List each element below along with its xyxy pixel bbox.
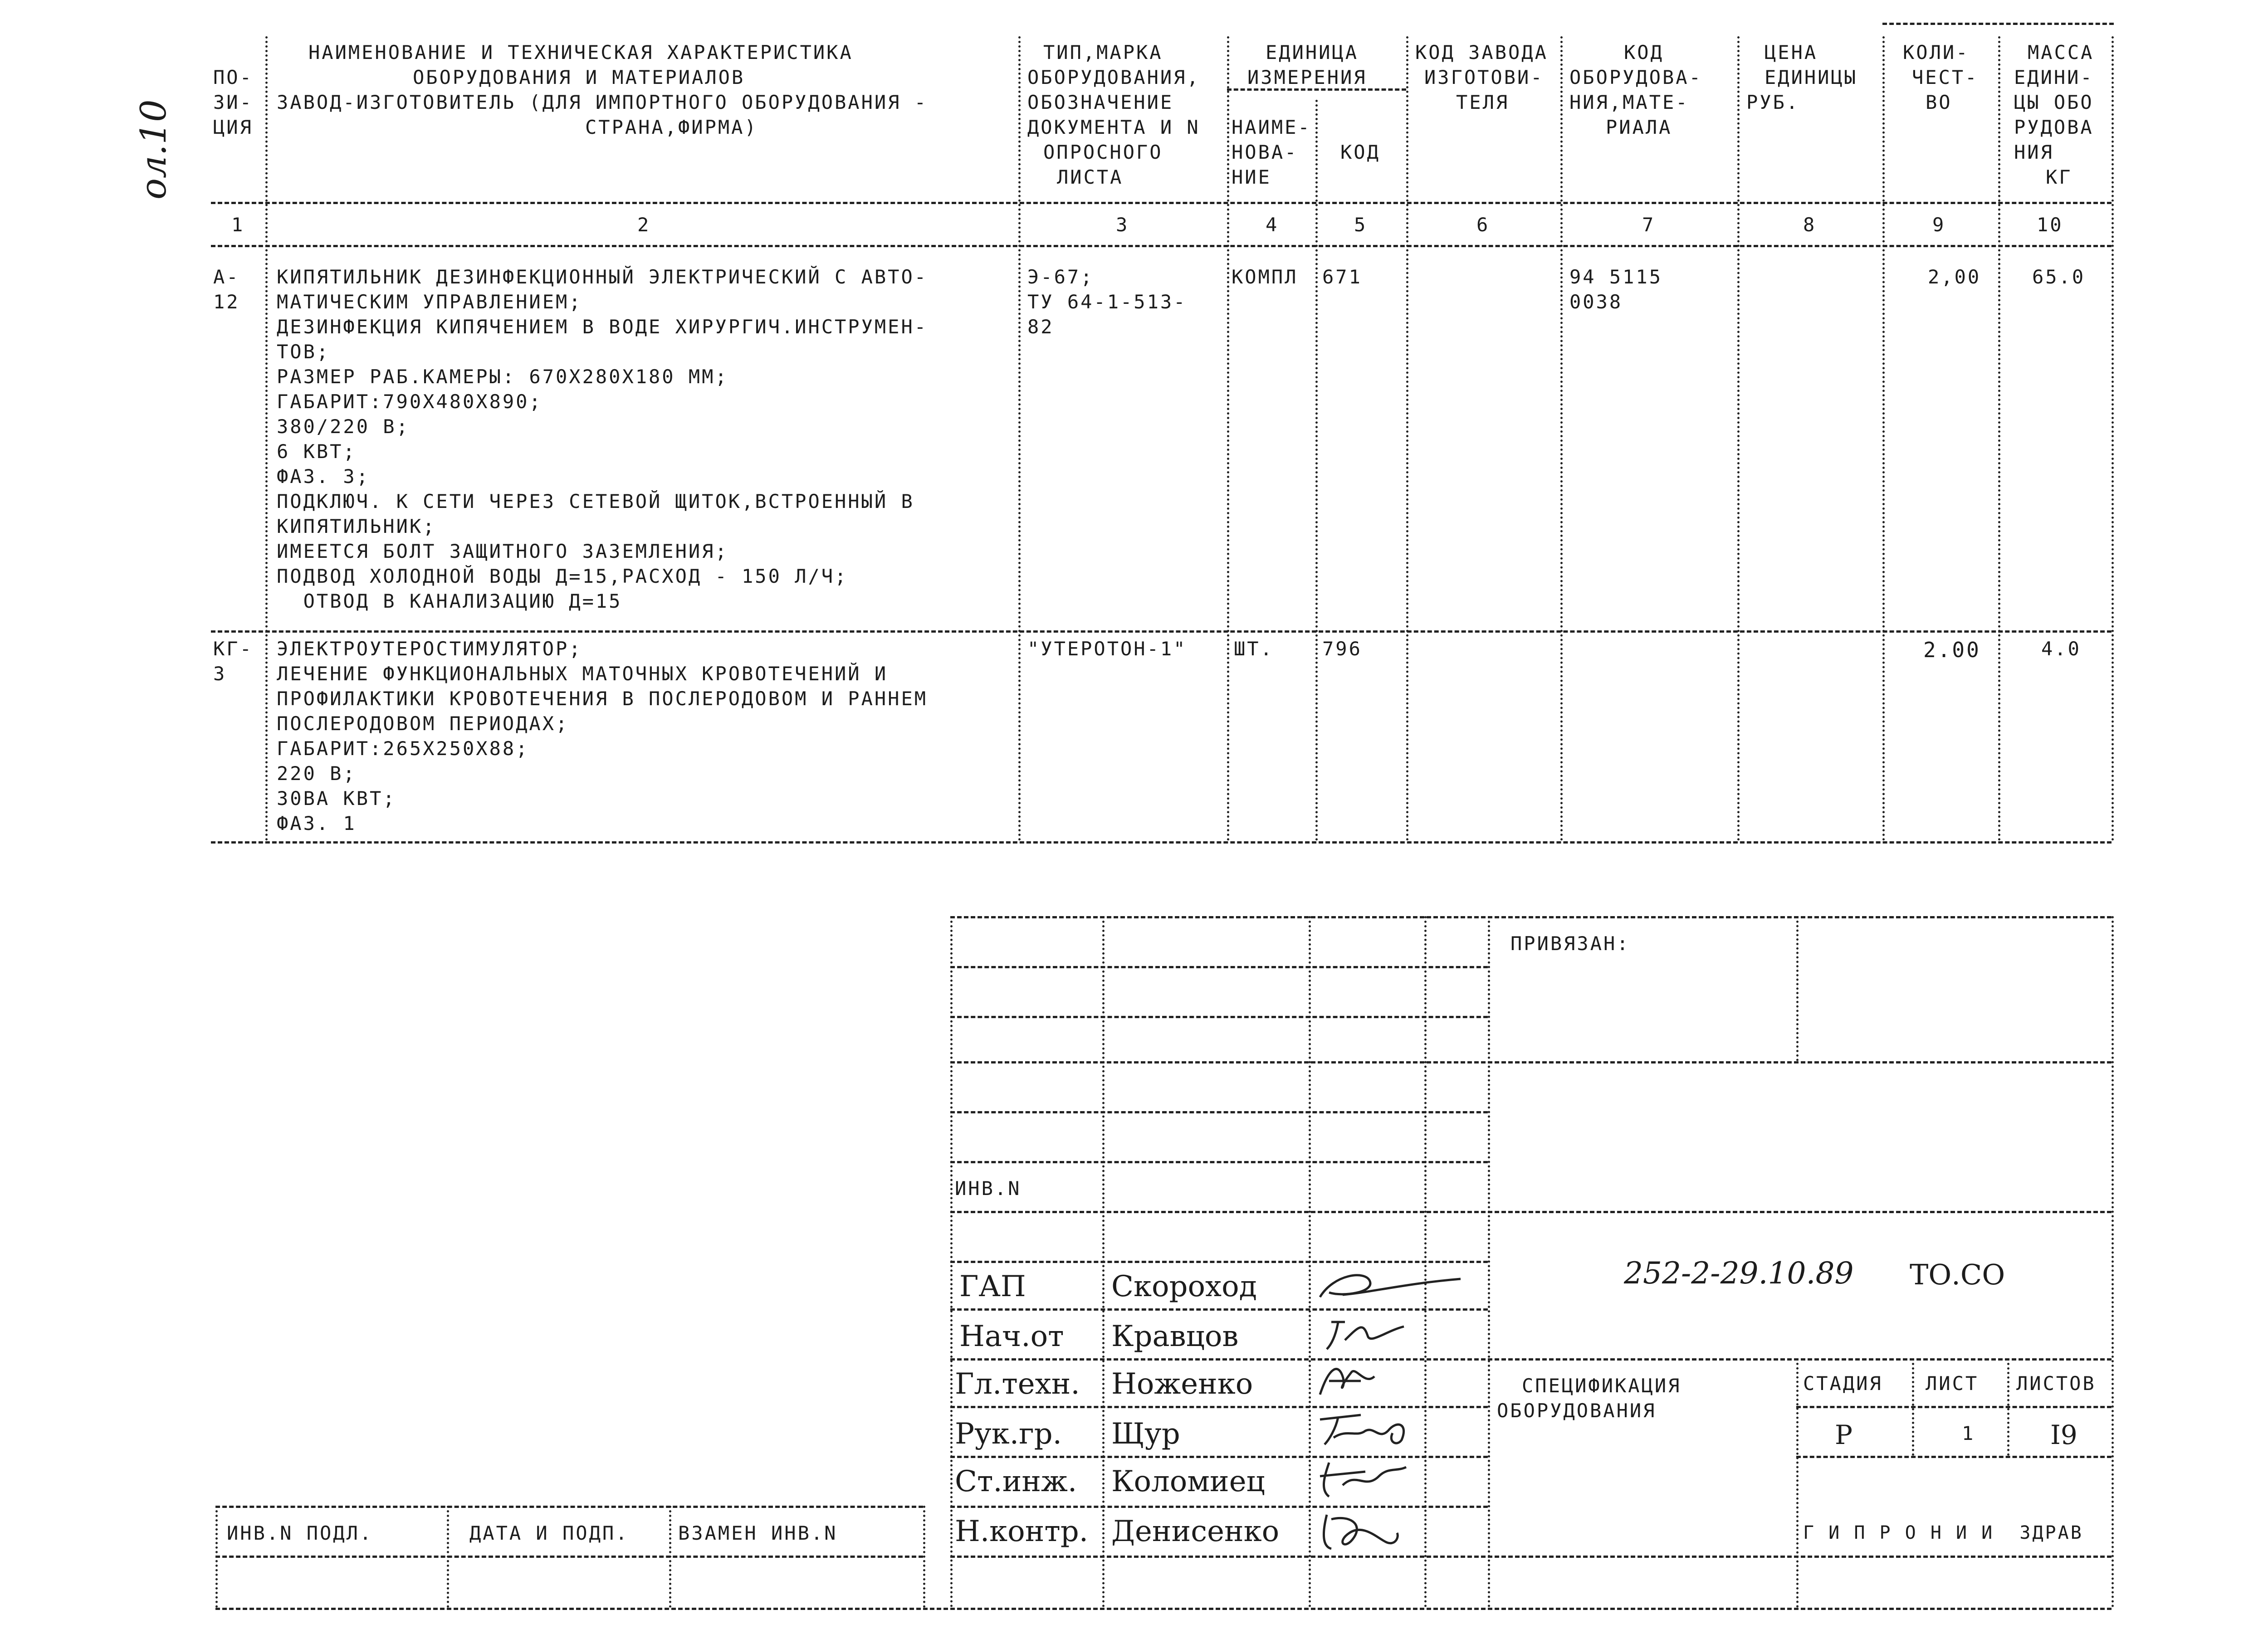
row-separator [211, 630, 2112, 633]
header-col3-line6: ЛИСТА [1057, 166, 1124, 188]
role-label: Ст.инж. [955, 1465, 1077, 1498]
header-col1-line2: ЗИ- [213, 91, 253, 113]
header-col7-line1: КОД [1624, 41, 1664, 63]
stamp-title-line2: ОБОРУДОВАНИЯ [1497, 1400, 1657, 1422]
header-col9-line3: ВО [1926, 91, 1952, 113]
row1-name-line: 6 КВТ; [277, 440, 357, 463]
header-col3-line3: ОБОЗНАЧЕНИЕ [1027, 91, 1174, 113]
row1-name-line: РАЗМЕР РАБ.КАМЕРЫ: 670Х280Х180 ММ; [277, 366, 728, 388]
col-number-5: 5 [1354, 214, 1368, 236]
col-number-2: 2 [637, 214, 651, 236]
sheet-value: 1 [1962, 1422, 1975, 1444]
vzamen-label: ВЗАМЕН ИНВ.N [678, 1522, 838, 1544]
header-col6-line2: ИЗГОТОВИ- [1424, 66, 1544, 88]
stamp-col [1309, 916, 1311, 1608]
sheet-label: ЛИСТ [1926, 1372, 1979, 1395]
stamp-top-rule [950, 916, 2112, 918]
header-col10-line5: НИЯ [2014, 141, 2054, 163]
role-name: Щур [1111, 1417, 1180, 1451]
number-row-rule [211, 245, 2112, 247]
header-col3-line2: ОБОРУДОВАНИЯ, [1027, 66, 1200, 88]
stamp-col [1796, 1358, 1799, 1608]
stamp-grid-rule [1796, 1406, 2112, 1408]
header-col2-line1: НАИМЕНОВАНИЕ И ТЕХНИЧЕСКАЯ ХАРАКТЕРИСТИКА [308, 41, 853, 63]
stamp-col [1488, 916, 1490, 1608]
stamp-grid-rule [1796, 1456, 2112, 1458]
margin-note: ол.10 [133, 99, 174, 200]
col-divider-8 [1882, 36, 1885, 841]
row1-name-line: ДЕЗИНФЕКЦИЯ КИПЯЧЕНИЕМ В ВОДЕ ХИРУРГИЧ.ИНСТРУМЕН- [277, 316, 928, 338]
inv-bar-top-rule [215, 1506, 923, 1508]
role-name: Кравцов [1111, 1320, 1239, 1353]
header-col6-line1: КОД ЗАВОДА [1415, 41, 1548, 63]
signature-n-kontr [1313, 1506, 1404, 1556]
header-bottom-rule [211, 202, 2112, 204]
col-divider-1 [265, 36, 268, 841]
header-col7-line4: РИАЛА [1606, 116, 1672, 138]
row1-unit: КОМПЛ [1232, 266, 1298, 288]
row2-unit-code: 796 [1322, 638, 1362, 660]
header-unit-line2: ИЗМЕРЕНИЯ [1247, 66, 1367, 88]
inv-bar-col [923, 1506, 925, 1608]
col-divider-9 [1998, 36, 2000, 841]
col-divider-6 [1560, 36, 1563, 841]
header-col5: КОД [1340, 141, 1380, 163]
role-name: Скороход [1111, 1270, 1257, 1303]
signature-ruk-gr [1311, 1406, 1415, 1451]
unit-sub-rule [1227, 88, 1406, 91]
row1-name-line: ОТВОД В КАНАЛИЗАЦИЮ Д=15 [277, 590, 622, 612]
header-col8-line3: РУБ. [1746, 91, 1800, 113]
role-label: Нач.от [959, 1320, 1064, 1353]
stamp-grid-rule [950, 966, 1488, 968]
stamp-col [1424, 916, 1427, 1608]
stamp-grid-rule [950, 1261, 1488, 1263]
row1-code-line2: 0038 [1569, 291, 1623, 313]
stamp-grid-rule [950, 1016, 1488, 1018]
sheets-label: ЛИСТОВ [2016, 1372, 2096, 1395]
header-unit-line1: ЕДИНИЦА [1266, 41, 1359, 63]
role-label: ГАП [959, 1270, 1026, 1303]
header-col10-line6: КГ [2046, 166, 2072, 188]
document-code: 252-2-29.10.89 [1624, 1256, 1854, 1291]
stage-label: СТАДИЯ [1803, 1372, 1883, 1395]
inv-label: ИНВ.N [955, 1177, 1022, 1200]
header-col9-line1: КОЛИ- [1903, 41, 1970, 63]
inv-bar-col [669, 1506, 671, 1608]
row2-name-line: ПРОФИЛАКТИКИ КРОВОТЕЧЕНИЯ В ПОСЛЕРОДОВОМ И РАННЕМ [277, 688, 928, 710]
row2-name-line: ФАЗ. 1 [277, 812, 357, 834]
header-col3-line4: ДОКУМЕНТА И N [1027, 116, 1200, 138]
header-col2-line4: СТРАНА,ФИРМА) [585, 116, 758, 138]
header-col8-line2: ЕДИНИЦЫ [1765, 66, 1858, 88]
date-label: ДАТА И ПОДП. [469, 1522, 629, 1544]
row2-qty: 2.00 [1923, 638, 1981, 662]
col-divider-5 [1406, 36, 1408, 841]
stamp-col [2112, 916, 2114, 1608]
role-label: Н.контр. [955, 1515, 1089, 1548]
header-col2-line2: ОБОРУДОВАНИЯ И МАТЕРИАЛОВ [413, 66, 745, 88]
inv-bar-col [447, 1506, 449, 1608]
privyazan-label: ПРИВЯЗАН: [1510, 932, 1630, 955]
stamp-grid-rule [950, 1211, 2112, 1213]
header-col2-line3: ЗАВОД-ИЗГОТОВИТЕЛЬ (ДЛЯ ИМПОРТНОГО ОБОРУДОВАНИЯ - [277, 91, 928, 113]
col-number-7: 7 [1642, 214, 1656, 236]
col-divider-3 [1227, 36, 1229, 841]
row2-type-line1: "УТЕРОТОН-1" [1027, 638, 1187, 660]
stamp-title-line1: СПЕЦИФИКАЦИЯ [1522, 1375, 1681, 1397]
row2-mass: 4.0 [2041, 638, 2081, 660]
stamp-col [1102, 916, 1105, 1608]
stamp-col [1912, 1358, 1914, 1456]
header-col1-line1: ПО- [213, 66, 253, 88]
row2-name-line: ГАБАРИТ:265Х250Х88; [277, 737, 529, 760]
row2-name-line: 30ВА КВТ; [277, 787, 396, 810]
role-name: Коломиец [1111, 1465, 1265, 1498]
role-name: Денисенко [1111, 1515, 1280, 1548]
table-top-rule [1882, 23, 2114, 25]
row2-name-line: 220 В; [277, 762, 357, 785]
col-divider-7 [1737, 36, 1740, 841]
header-col4-line1: НАИМЕ- [1232, 116, 1311, 138]
col-number-10: 10 [2037, 214, 2063, 236]
row1-pos-line1: А- [213, 266, 240, 288]
inv-bar-col [215, 1506, 218, 1608]
stamp-col [1796, 916, 1799, 1061]
stamp-col [950, 916, 953, 1608]
inv-bar-mid-rule [215, 1556, 923, 1558]
row1-name-line: 380/220 В; [277, 415, 410, 438]
stamp-grid-rule [950, 1161, 1488, 1163]
table-bottom-rule [211, 841, 2112, 844]
row1-type-line1: Э-67; [1027, 266, 1094, 288]
row1-name-line: ТОВ; [277, 341, 330, 363]
role-label: Рук.гр. [955, 1417, 1062, 1451]
row2-pos-line2: 3 [213, 663, 227, 685]
row1-name-line: ГАБАРИТ:790Х480Х890; [277, 390, 543, 413]
stamp-grid-rule [950, 1061, 2112, 1063]
stamp-grid-rule [950, 1556, 2112, 1558]
header-col3-line5: ОПРОСНОГО [1043, 141, 1163, 163]
stamp-grid-rule [950, 1358, 2112, 1361]
signature-gap [1315, 1265, 1465, 1306]
stamp-grid-rule [950, 1506, 1488, 1508]
header-col3-line1: ТИП,МАРКА [1043, 41, 1163, 63]
header-col7-line3: НИЯ,МАТЕ- [1569, 91, 1689, 113]
inv-podl-label: ИНВ.N ПОДЛ. [227, 1522, 373, 1544]
header-col10-line4: РУДОВА [2014, 116, 2094, 138]
row1-name-line: КИПЯТИЛЬНИК; [277, 515, 436, 537]
col-divider-2 [1018, 36, 1021, 841]
header-col4-line2: НОВА- [1232, 141, 1298, 163]
role-name: Ноженко [1111, 1367, 1253, 1401]
row1-name-line: ФАЗ. 3; [277, 465, 370, 488]
row1-name-line: МАТИЧЕСКИМ УПРАВЛЕНИЕМ; [277, 291, 582, 313]
row1-name-line: ПОДВОД ХОЛОДНОЙ ВОДЫ Д=15,РАСХОД - 150 Л/Ч; [277, 565, 848, 587]
col-number-1: 1 [231, 214, 245, 236]
header-col1-line3: ЦИЯ [213, 116, 253, 138]
header-col10-line2: ЕДИНИ- [2014, 66, 2094, 88]
row1-code-line1: 94 5115 [1569, 266, 1663, 288]
col-number-9: 9 [1932, 214, 1946, 236]
col-divider-10 [2112, 36, 2114, 841]
stamp-col [2007, 1358, 2009, 1456]
header-col9-line2: ЧЕСТ- [1912, 66, 1979, 88]
sheet-bottom-rule [215, 1608, 2112, 1610]
row1-name-line: КИПЯТИЛЬНИК ДЕЗИНФЕКЦИОННЫЙ ЭЛЕКТРИЧЕСКИЙ С АВТО- [277, 266, 928, 288]
row2-name-line: ЭЛЕКТРОУТЕРОСТИМУЛЯТОР; [277, 638, 582, 660]
header-col4-line3: НИЕ [1232, 166, 1271, 188]
row1-name-line: ИМЕЕТСЯ БОЛТ ЗАЩИТНОГО ЗАЗЕМЛЕНИЯ; [277, 540, 728, 562]
row1-mass: 65.0 [2032, 266, 2086, 288]
stamp-grid-rule [950, 1111, 1488, 1113]
col-number-8: 8 [1803, 214, 1817, 236]
signature-gl-tekhn [1311, 1358, 1402, 1404]
row1-name-line: ПОДКЛЮЧ. К СЕТИ ЧЕРЕЗ СЕТЕВОЙ ЩИТОК,ВСТРОЕННЫЙ В [277, 490, 914, 512]
signature-nach [1318, 1313, 1408, 1354]
row1-unit-code: 671 [1322, 266, 1362, 288]
row1-type-line3: 82 [1027, 316, 1054, 338]
organization: Г И П Р О Н И И ЗДРАВ [1803, 1522, 2083, 1543]
sheets-value: I9 [2050, 1419, 2077, 1450]
document-suffix: ТО.СО [1910, 1258, 2005, 1291]
col-number-4: 4 [1266, 214, 1279, 236]
col-number-3: 3 [1116, 214, 1129, 236]
header-col10-line1: МАССА [2028, 41, 2094, 63]
header-col6-line3: ТЕЛЯ [1456, 91, 1510, 113]
row2-name-line: ПОСЛЕРОДОВОМ ПЕРИОДАХ; [277, 712, 569, 735]
header-col8-line1: ЦЕНА [1765, 41, 1818, 63]
role-label: Гл.техн. [955, 1367, 1080, 1401]
header-col10-line3: ЦЫ ОБО [2014, 91, 2094, 113]
row2-pos-line1: КГ- [213, 638, 253, 660]
signature-st-inzh [1311, 1454, 1415, 1503]
col-number-6: 6 [1476, 214, 1490, 236]
col-divider-4 [1315, 100, 1318, 841]
stamp-grid-rule [950, 1308, 1488, 1311]
row1-pos-line2: 12 [213, 291, 240, 313]
row2-unit: ШТ. [1234, 638, 1274, 660]
row1-type-line2: ТУ 64-1-513- [1027, 291, 1187, 313]
row2-name-line: ЛЕЧЕНИЕ ФУНКЦИОНАЛЬНЫХ МАТОЧНЫХ КРОВОТЕЧЕНИЙ И [277, 663, 888, 685]
row1-qty: 2,00 [1928, 266, 1981, 288]
header-col7-line2: ОБОРУДОВА- [1569, 66, 1702, 88]
stage-value: Р [1835, 1419, 1853, 1450]
